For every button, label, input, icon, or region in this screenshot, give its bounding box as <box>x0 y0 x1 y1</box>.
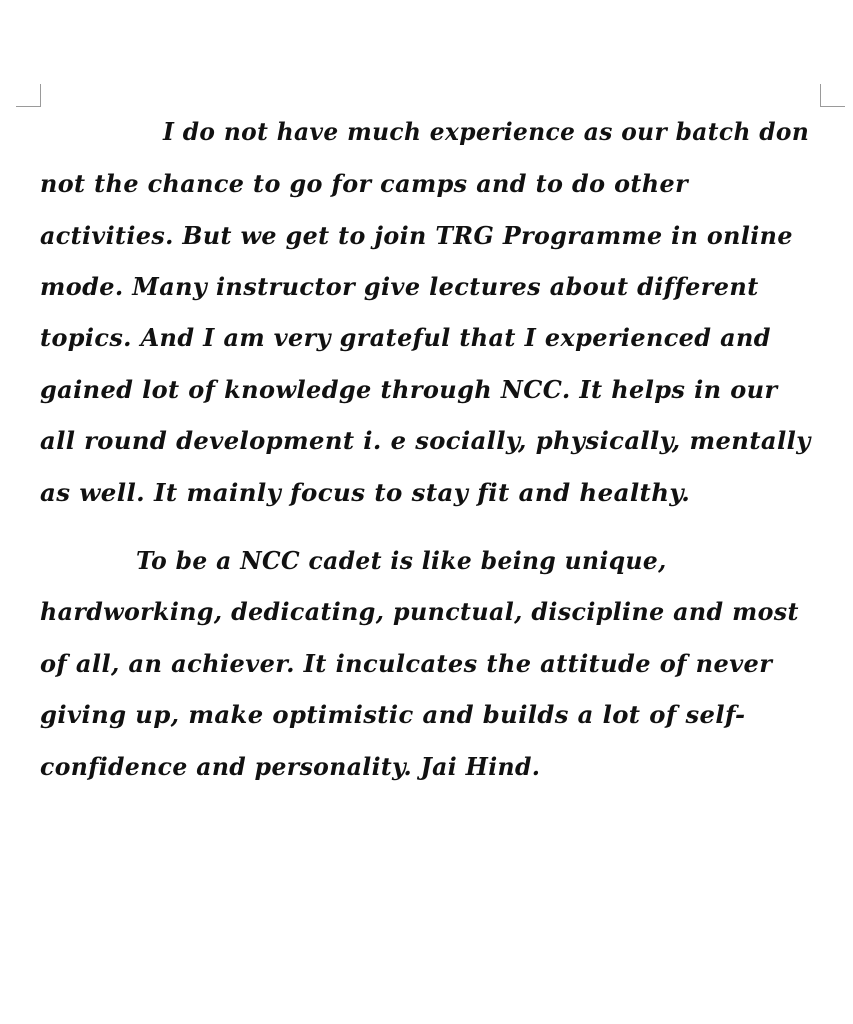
margin-corner-top-left <box>16 84 41 107</box>
paragraph-1-line-3: activities. But we get to join TRG Programme in online <box>40 221 793 250</box>
paragraph-2-line-1: To be a NCC cadet is like being unique, <box>136 546 667 575</box>
paragraph-2-line-5: confidence and personality. Jai Hind. <box>40 752 541 781</box>
margin-corner-top-right <box>820 84 845 107</box>
paragraph-2-line-3: of all, an achiever. It inculcates the attitude of never <box>40 649 773 678</box>
paragraph-1-line-2: not the chance to go for camps and to do other <box>40 169 689 198</box>
paragraph-1-line-4: mode. Many instructor give lectures about different <box>40 272 759 301</box>
paragraph-1-line-7: all round development i. e socially, physically, mentally <box>40 426 811 455</box>
paragraph-1-line-5: topics. And I am very grateful that I experienced and <box>40 323 771 352</box>
paragraph-2-line-4: giving up, make optimistic and builds a lot of self- <box>40 700 746 729</box>
paragraph-2-line-2: hardworking, dedicating, punctual, discipline and most <box>40 597 799 626</box>
paragraph-1-line-6: gained lot of knowledge through NCC. It helps in our <box>40 375 778 404</box>
paragraph-1-line-8: as well. It mainly focus to stay fit and healthy. <box>40 478 691 507</box>
paragraph-1-line-1: I do not have much experience as our batch don <box>163 117 810 146</box>
